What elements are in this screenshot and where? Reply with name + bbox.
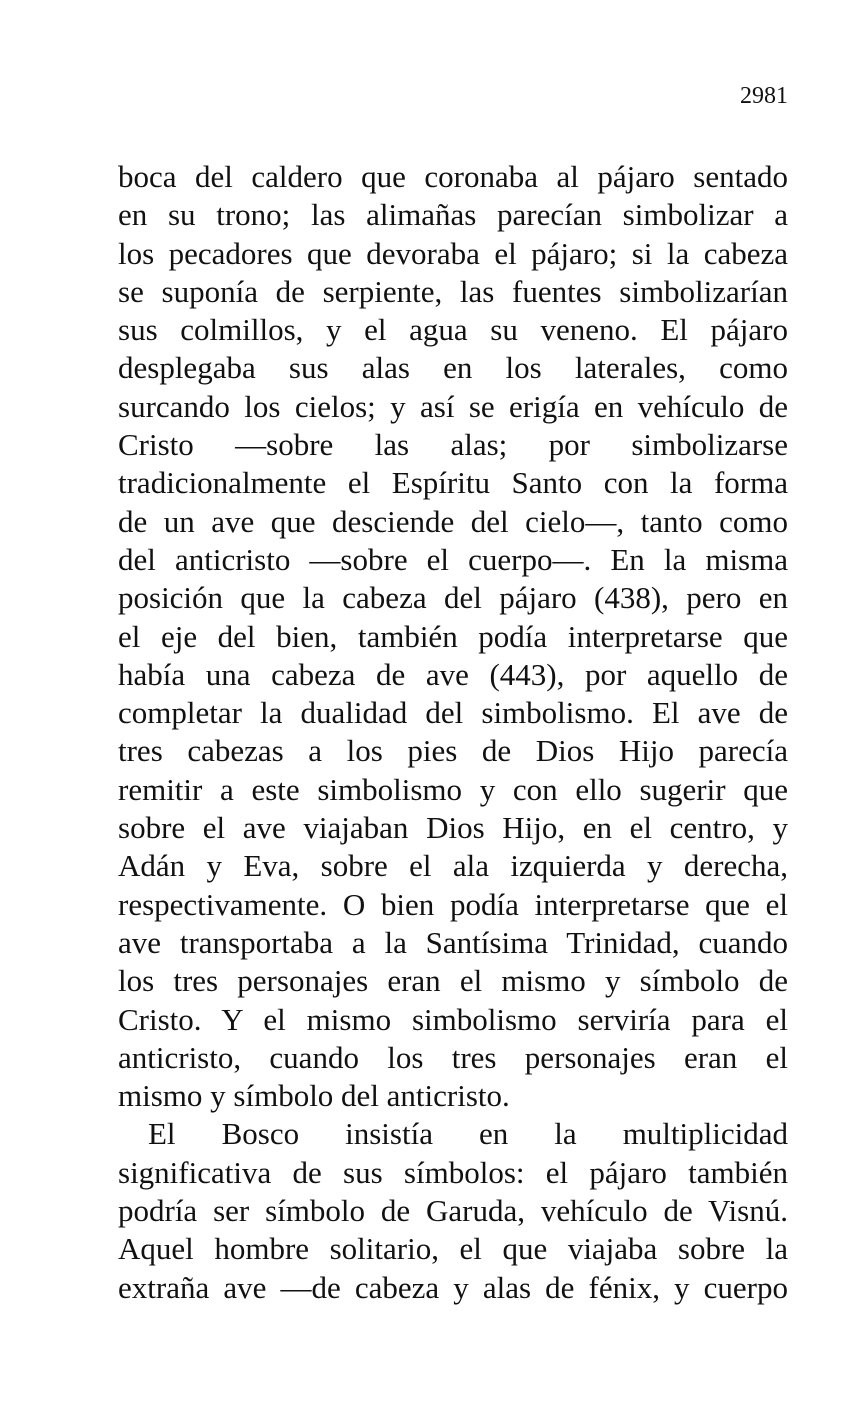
text-line: sobre el ave viajaban Dios Hijo, en el centro, y (118, 810, 788, 846)
text-line: boca del caldero que coronaba al pájaro sentado (118, 159, 788, 194)
text-line: sus colmillos, y el agua su veneno. El pájaro (118, 312, 788, 348)
text-body (118, 158, 788, 1307)
text-line: significativa de sus símbolos: el pájaro también (118, 1154, 788, 1190)
text-line: Cristo —sobre las alas; por simbolizarse (118, 427, 788, 463)
paragraph (118, 158, 788, 1115)
text-line: en su trono; las alimañas parecían simbolizar a (118, 197, 788, 233)
text-line: Adán y Eva, sobre el ala izquierda y derecha, (118, 848, 788, 884)
text-line: podría ser símbolo de Garuda, vehículo de Visnú. (118, 1193, 788, 1229)
text-line: respectivamente. O bien podía interpretarse que el (118, 886, 788, 922)
page-number: 2981 (740, 83, 788, 109)
text-line: extraña ave —de cabeza y alas de fénix, y cuerpo (118, 1269, 788, 1305)
text-line: remitir a este simbolismo y con ello sugerir que (118, 771, 788, 807)
text-line: había una cabeza de ave (443), por aquello de (118, 656, 788, 692)
text-line: del anticristo —sobre el cuerpo—. En la misma (118, 541, 788, 577)
paragraph (118, 1115, 788, 1306)
text-line: se suponía de serpiente, las fuentes simbolizarían (118, 273, 788, 309)
text-line: completar la dualidad del simbolismo. El ave de (118, 695, 788, 731)
text-line: tradicionalmente el Espíritu Santo con la forma (118, 465, 788, 501)
text-line: los pecadores que devoraba el pájaro; si la cabeza (118, 235, 788, 271)
text-line: los tres personajes eran el mismo y símbolo de (118, 963, 788, 999)
text-line: el eje del bien, también podía interpretarse que (118, 618, 788, 654)
text-line: de un ave que desciende del cielo—, tanto como (118, 503, 788, 539)
text-line: tres cabezas a los pies de Dios Hijo parecía (118, 733, 788, 769)
text-line: Aquel hombre solitario, el que viajaba sobre la (118, 1231, 788, 1267)
text-line: posición que la cabeza del pájaro (438), pero en (118, 580, 788, 616)
text-line: anticristo, cuando los tres personajes eran el (118, 1039, 788, 1075)
text-line: desplegaba sus alas en los laterales, como (118, 350, 788, 386)
text-line: ave transportaba a la Santísima Trinidad, cuando (118, 924, 788, 960)
text-line: surcando los cielos; y así se erigía en vehículo de (118, 388, 788, 424)
text-line: El Bosco insistía en la multiplicidad (148, 1116, 788, 1152)
text-line: mismo y símbolo del anticristo. (118, 1078, 510, 1114)
text-line: Cristo. Y el mismo simbolismo serviría para el (118, 1001, 788, 1037)
